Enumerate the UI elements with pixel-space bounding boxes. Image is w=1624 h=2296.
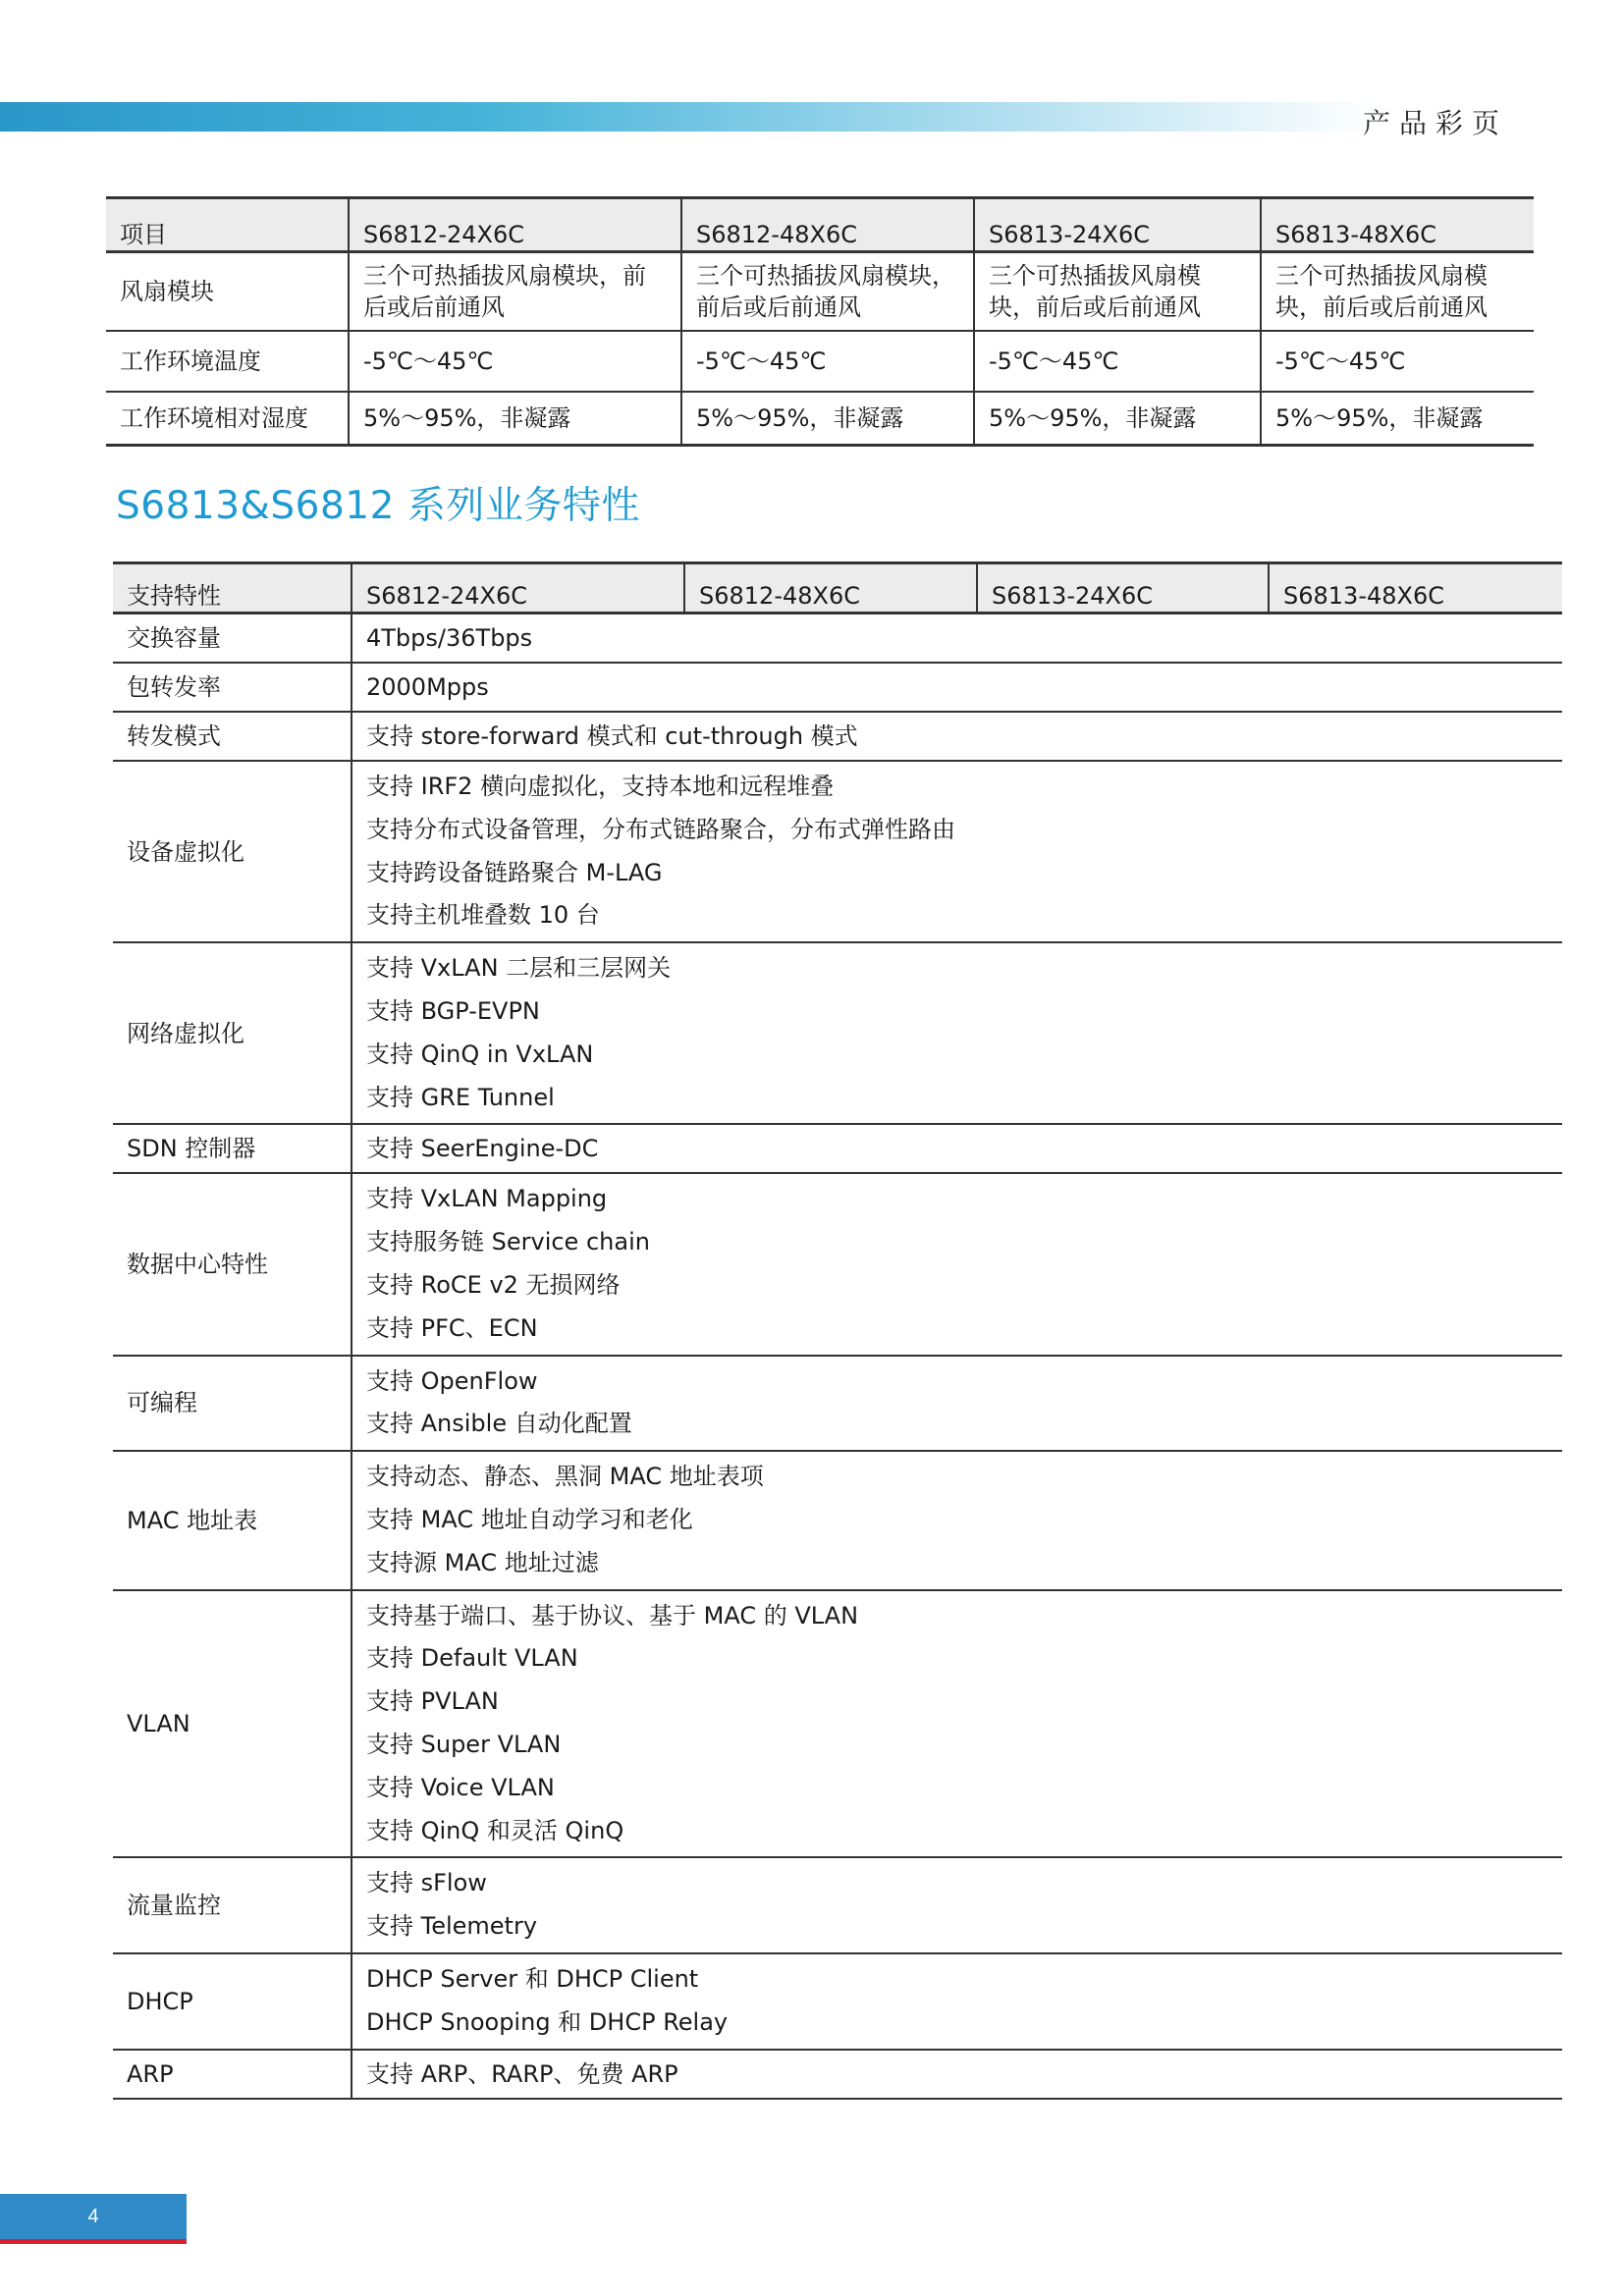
table-cell bbox=[1261, 252, 1534, 332]
table-row bbox=[113, 1356, 1562, 1452]
cell-line: 三个可热插拔风扇模块， bbox=[696, 262, 955, 290]
feature-line: 支持 Default VLAN bbox=[366, 1644, 578, 1673]
feature-values bbox=[352, 942, 1562, 1124]
specs-header-cell: 项目 bbox=[106, 198, 349, 252]
table-row bbox=[113, 1173, 1562, 1355]
specs-header-cell: S6813-48X6C bbox=[1261, 198, 1534, 252]
table-row bbox=[113, 761, 1562, 942]
feature-values: 4Tbps/36Tbps bbox=[352, 614, 1562, 664]
feature-line: 支持 sFlow bbox=[366, 1869, 487, 1897]
feature-line: 支持 GRE Tunnel bbox=[366, 1083, 555, 1111]
specs-header-cell: S6813-24X6C bbox=[974, 198, 1261, 252]
table-row bbox=[106, 392, 1534, 446]
table-row bbox=[106, 331, 1534, 392]
feature-line: 支持 Super VLAN bbox=[366, 1730, 562, 1758]
cell-line: 三个可热插拔风扇模块，前 bbox=[363, 262, 646, 290]
feature-line: 支持主机堆叠数 10 台 bbox=[366, 901, 600, 930]
features-table-header bbox=[113, 563, 1562, 614]
table-row bbox=[113, 663, 1562, 712]
feature-values bbox=[352, 1953, 1562, 2050]
feature-values bbox=[352, 1857, 1562, 1953]
feature-line: 支持分布式设备管理，分布式链路聚合，分布式弹性路由 bbox=[366, 815, 955, 843]
feature-line: 支持 QinQ 和灵活 QinQ bbox=[366, 1816, 624, 1844]
feature-line: DHCP Snooping 和 DHCP Relay bbox=[366, 2007, 729, 2036]
table-row bbox=[113, 614, 1562, 664]
feature-line: 支持 IRF2 横向虚拟化，支持本地和远程堆叠 bbox=[366, 773, 835, 800]
table-row bbox=[113, 712, 1562, 761]
feature-line: DHCP Server 和 DHCP Client bbox=[366, 1964, 699, 1993]
row-label: VLAN bbox=[113, 1590, 352, 1858]
specs-table bbox=[106, 196, 1534, 447]
table-cell: 5%～95%，非凝露 bbox=[974, 392, 1261, 446]
table-row bbox=[113, 942, 1562, 1124]
table-cell bbox=[349, 252, 681, 332]
feature-line: 支持动态、静态、黑洞 MAC 地址表项 bbox=[366, 1463, 764, 1491]
table-cell: 5%～95%，非凝露 bbox=[681, 392, 974, 446]
page-number-tab bbox=[0, 2194, 187, 2244]
feature-values bbox=[352, 1590, 1562, 1858]
feature-values: 2000Mpps bbox=[352, 663, 1562, 712]
row-label: 交换容量 bbox=[113, 614, 352, 664]
row-label: 转发模式 bbox=[113, 712, 352, 761]
table-cell: -5℃～45℃ bbox=[974, 331, 1261, 392]
table-cell bbox=[681, 252, 974, 332]
table-row bbox=[113, 1590, 1562, 1858]
feature-line: 支持跨设备链路聚合 M-LAG bbox=[366, 858, 663, 886]
page-number: 4 bbox=[87, 2206, 99, 2227]
row-label: 风扇模块 bbox=[106, 252, 349, 332]
table-cell: -5℃～45℃ bbox=[1261, 331, 1534, 392]
features-header-cell: S6813-24X6C bbox=[977, 563, 1269, 614]
feature-values bbox=[352, 761, 1562, 942]
feature-values bbox=[352, 1356, 1562, 1452]
table-row bbox=[113, 1953, 1562, 2050]
row-label: DHCP bbox=[113, 1953, 352, 2050]
row-label: 工作环境相对湿度 bbox=[106, 392, 349, 446]
row-label: 设备虚拟化 bbox=[113, 761, 352, 942]
feature-line: 支持 BGP-EVPN bbox=[366, 996, 540, 1025]
row-label: 可编程 bbox=[113, 1356, 352, 1452]
table-row bbox=[113, 2050, 1562, 2099]
feature-line: 支持 PVLAN bbox=[366, 1687, 499, 1716]
table-row bbox=[113, 1451, 1562, 1589]
features-header-cell: 支持特性 bbox=[113, 563, 352, 614]
features-header-cell: S6813-48X6C bbox=[1269, 563, 1562, 614]
table-row bbox=[113, 1857, 1562, 1953]
table-cell bbox=[974, 252, 1261, 332]
specs-table-header bbox=[106, 198, 1534, 252]
section-title: S6813&S6812 系列业务特性 bbox=[116, 484, 640, 528]
specs-header-cell: S6812-48X6C bbox=[681, 198, 974, 252]
feature-line: 支持 Voice VLAN bbox=[366, 1773, 555, 1801]
feature-line: 支持服务链 Service chain bbox=[366, 1228, 650, 1256]
feature-line: 支持 VxLAN 二层和三层网关 bbox=[366, 954, 672, 983]
feature-line: 支持源 MAC 地址过滤 bbox=[366, 1548, 599, 1576]
table-row bbox=[106, 252, 1534, 332]
table-cell: -5℃～45℃ bbox=[681, 331, 974, 392]
feature-line: 支持基于端口、基于协议、基于 MAC 的 VLAN bbox=[366, 1601, 859, 1629]
row-label: 数据中心特性 bbox=[113, 1173, 352, 1355]
cell-line: 块，前后或后前通风 bbox=[1275, 294, 1488, 321]
feature-line: 支持 MAC 地址自动学习和老化 bbox=[366, 1505, 693, 1533]
specs-header-cell: S6812-24X6C bbox=[349, 198, 681, 252]
cell-line: 三个可热插拔风扇模 bbox=[1275, 262, 1488, 290]
table-row bbox=[113, 1124, 1562, 1173]
features-table bbox=[113, 561, 1562, 2100]
cell-line: 块，前后或后前通风 bbox=[989, 294, 1201, 321]
feature-values bbox=[352, 1451, 1562, 1589]
cell-line: 三个可热插拔风扇模 bbox=[989, 262, 1201, 290]
feature-values bbox=[352, 1173, 1562, 1355]
row-label: 流量监控 bbox=[113, 1857, 352, 1953]
feature-line: 支持 Telemetry bbox=[366, 1912, 538, 1941]
table-cell: -5℃～45℃ bbox=[349, 331, 681, 392]
feature-line: 支持 QinQ in VxLAN bbox=[366, 1040, 594, 1068]
feature-values: 支持 ARP、RARP、免费 ARP bbox=[352, 2050, 1562, 2099]
row-label: 网络虚拟化 bbox=[113, 942, 352, 1124]
header-color-band bbox=[0, 102, 1375, 132]
feature-line: 支持 Ansible 自动化配置 bbox=[366, 1410, 632, 1438]
feature-line: 支持 OpenFlow bbox=[366, 1366, 538, 1395]
feature-line: 支持 PFC、ECN bbox=[366, 1313, 538, 1342]
features-header-cell: S6812-24X6C bbox=[352, 563, 684, 614]
feature-values: 支持 SeerEngine-DC bbox=[352, 1124, 1562, 1173]
cell-line: 前后或后前通风 bbox=[696, 294, 861, 321]
row-label: SDN 控制器 bbox=[113, 1124, 352, 1173]
table-cell: 5%～95%，非凝露 bbox=[349, 392, 681, 446]
features-table-body bbox=[113, 614, 1562, 2099]
row-label: ARP bbox=[113, 2050, 352, 2099]
feature-line: 支持 RoCE v2 无损网络 bbox=[366, 1270, 621, 1299]
cell-line: 后或后前通风 bbox=[363, 294, 505, 321]
row-label: 包转发率 bbox=[113, 663, 352, 712]
row-label: MAC 地址表 bbox=[113, 1451, 352, 1589]
feature-values: 支持 store-forward 模式和 cut-through 模式 bbox=[352, 712, 1562, 761]
features-header-cell: S6812-48X6C bbox=[684, 563, 977, 614]
table-cell: 5%～95%，非凝露 bbox=[1261, 392, 1534, 446]
header-label: 产品彩页 bbox=[1363, 107, 1509, 139]
row-label: 工作环境温度 bbox=[106, 331, 349, 392]
feature-line: 支持 VxLAN Mapping bbox=[366, 1185, 608, 1213]
